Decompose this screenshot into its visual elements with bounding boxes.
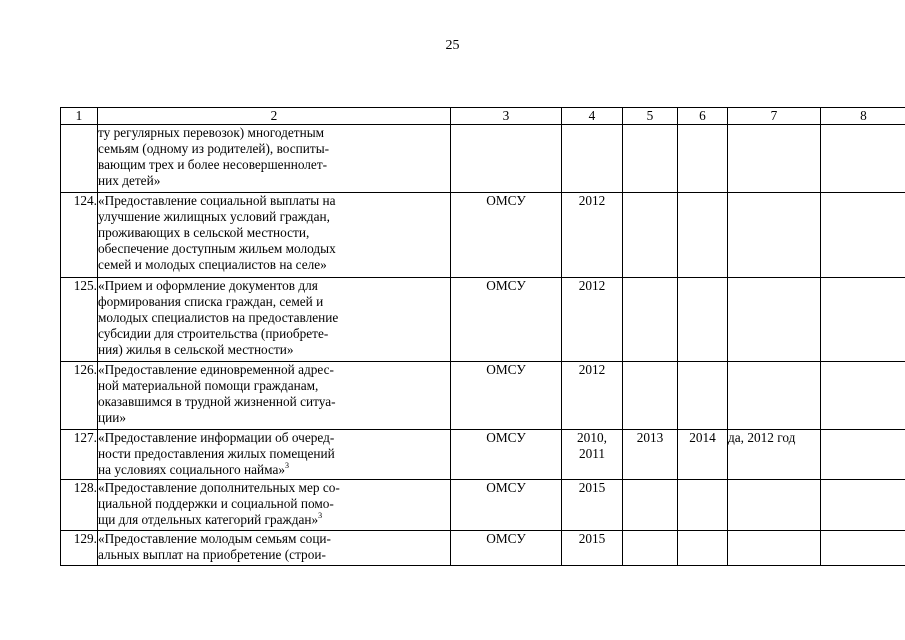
column-7-cell bbox=[728, 125, 821, 193]
row-number: 126. bbox=[61, 362, 98, 430]
column-8-cell bbox=[821, 480, 905, 531]
responsible-body: ОМСУ bbox=[451, 531, 562, 566]
column-6-cell bbox=[678, 480, 728, 531]
year-cell bbox=[562, 480, 623, 531]
table-row bbox=[61, 362, 905, 430]
responsible-body: ОМСУ bbox=[451, 278, 562, 362]
table-row bbox=[61, 193, 905, 278]
column-8-cell bbox=[821, 278, 905, 362]
column-7-cell bbox=[728, 193, 821, 278]
page-number: 25 bbox=[445, 38, 460, 53]
column-6-cell bbox=[678, 125, 728, 193]
column-5-cell: 2013 bbox=[623, 430, 678, 480]
description-line bbox=[98, 410, 450, 426]
description-text: молодых специалистов на предоставление bbox=[98, 310, 339, 325]
description-line bbox=[98, 209, 450, 225]
responsible-body: ОМСУ bbox=[451, 480, 562, 531]
description-line bbox=[98, 512, 450, 528]
description-line bbox=[98, 310, 450, 326]
service-description bbox=[98, 480, 451, 531]
column-6-cell bbox=[678, 193, 728, 278]
year-line: 2010, bbox=[577, 430, 607, 445]
year-line: 2012 bbox=[578, 193, 606, 208]
header-cell-8: 8 bbox=[821, 108, 905, 125]
column-5-cell bbox=[623, 125, 678, 193]
header-cell-2: 2 bbox=[98, 108, 451, 125]
column-7-cell bbox=[728, 278, 821, 362]
year-cell bbox=[562, 193, 623, 278]
year-line: 2012 bbox=[578, 278, 606, 293]
description-text: ции» bbox=[98, 410, 126, 425]
column-5-cell bbox=[623, 480, 678, 531]
header-cell-5: 5 bbox=[623, 108, 678, 125]
row-number: 127. bbox=[61, 430, 98, 480]
description-line bbox=[98, 378, 450, 394]
row-number: 124. bbox=[61, 193, 98, 278]
description-line bbox=[98, 496, 450, 512]
table-row bbox=[61, 531, 905, 566]
column-7-cell: да, 2012 год bbox=[728, 430, 821, 480]
description-line bbox=[98, 141, 450, 157]
year-line: 2011 bbox=[578, 446, 606, 461]
service-description bbox=[98, 278, 451, 362]
service-description bbox=[98, 430, 451, 480]
description-text: обеспечение доступным жильем молодых bbox=[98, 241, 336, 256]
description-text: вающим трех и более несовершеннолет- bbox=[98, 157, 328, 172]
description-text: ту регулярных перевозок) многодетным bbox=[98, 125, 325, 140]
description-text: циальной поддержки и социальной помо- bbox=[98, 496, 334, 511]
header-cell-3: 3 bbox=[451, 108, 562, 125]
year-line: 2015 bbox=[578, 480, 606, 495]
table-row bbox=[61, 125, 905, 193]
year-cell bbox=[562, 278, 623, 362]
description-line bbox=[98, 326, 450, 342]
year-cell bbox=[562, 125, 623, 193]
responsible-body: ОМСУ bbox=[451, 362, 562, 430]
column-8-cell bbox=[821, 193, 905, 278]
description-text: «Предоставление дополнительных мер со- bbox=[98, 480, 340, 495]
header-cell-4: 4 bbox=[562, 108, 623, 125]
column-8-cell bbox=[821, 531, 905, 566]
row-number: 129. bbox=[61, 531, 98, 566]
description-line bbox=[98, 193, 450, 209]
description-line bbox=[98, 430, 450, 446]
responsible-body bbox=[451, 125, 562, 193]
description-line bbox=[98, 531, 450, 547]
description-text: формирования списка граждан, семей и bbox=[98, 294, 324, 309]
service-description bbox=[98, 193, 451, 278]
column-5-cell bbox=[623, 278, 678, 362]
description-text: них детей» bbox=[98, 173, 161, 188]
column-8-cell bbox=[821, 125, 905, 193]
column-8-cell bbox=[821, 362, 905, 430]
year-cell bbox=[562, 531, 623, 566]
year-line: 2012 bbox=[578, 362, 606, 377]
service-description bbox=[98, 531, 451, 566]
description-line bbox=[98, 547, 450, 563]
services-table bbox=[60, 107, 905, 566]
header-cell-7: 7 bbox=[728, 108, 821, 125]
column-5-cell bbox=[623, 362, 678, 430]
column-6-cell bbox=[678, 362, 728, 430]
description-line bbox=[98, 125, 450, 141]
description-line bbox=[98, 394, 450, 410]
description-text: улучшение жилищных условий граждан, bbox=[98, 209, 330, 224]
description-text: оказавшимся в трудной жизненной ситуа- bbox=[98, 394, 336, 409]
description-line bbox=[98, 225, 450, 241]
description-line bbox=[98, 278, 450, 294]
responsible-body: ОМСУ bbox=[451, 193, 562, 278]
service-description bbox=[98, 362, 451, 430]
footnote-marker: 3 bbox=[285, 461, 290, 470]
header-row bbox=[61, 108, 905, 125]
description-line bbox=[98, 446, 450, 462]
description-text: субсидии для строительства (приобрете- bbox=[98, 326, 329, 341]
column-6-cell: 2014 bbox=[678, 430, 728, 480]
description-text: на условиях социального найма» bbox=[98, 462, 286, 477]
description-text: щи для отдельных категорий граждан» bbox=[98, 512, 319, 527]
column-7-cell bbox=[728, 362, 821, 430]
description-line bbox=[98, 241, 450, 257]
responsible-body: ОМСУ bbox=[451, 430, 562, 480]
description-line bbox=[98, 480, 450, 496]
year-cell bbox=[562, 362, 623, 430]
description-text: ния) жилья в сельской местности» bbox=[98, 342, 294, 357]
description-line bbox=[98, 362, 450, 378]
description-line bbox=[98, 257, 450, 273]
row-number bbox=[61, 125, 98, 193]
header-cell-6: 6 bbox=[678, 108, 728, 125]
description-text: ности предоставления жилых помещений bbox=[98, 446, 335, 461]
description-text: «Предоставление единовременной адрес- bbox=[98, 362, 334, 377]
column-6-cell bbox=[678, 531, 728, 566]
table-row bbox=[61, 480, 905, 531]
description-text: проживающих в сельской местности, bbox=[98, 225, 310, 240]
year-cell bbox=[562, 430, 623, 480]
column-8-cell bbox=[821, 430, 905, 480]
column-5-cell bbox=[623, 193, 678, 278]
description-line bbox=[98, 294, 450, 310]
row-number: 125. bbox=[61, 278, 98, 362]
column-7-cell bbox=[728, 531, 821, 566]
description-line bbox=[98, 342, 450, 358]
description-text: «Предоставление информации об очеред- bbox=[98, 430, 335, 445]
table-row bbox=[61, 278, 905, 362]
description-text: «Прием и оформление документов для bbox=[98, 278, 318, 293]
description-line bbox=[98, 462, 450, 478]
description-line bbox=[98, 157, 450, 173]
column-5-cell bbox=[623, 531, 678, 566]
column-7-cell bbox=[728, 480, 821, 531]
year-line: 2015 bbox=[578, 531, 606, 546]
description-text: «Предоставление молодым семьям соци- bbox=[98, 531, 331, 546]
description-text: семьям (одному из родителей), воспиты- bbox=[98, 141, 330, 156]
description-text: «Предоставление социальной выплаты на bbox=[98, 193, 336, 208]
row-number: 128. bbox=[61, 480, 98, 531]
table-row bbox=[61, 430, 905, 480]
description-line bbox=[98, 173, 450, 189]
service-description bbox=[98, 125, 451, 193]
column-6-cell bbox=[678, 278, 728, 362]
description-text: альных выплат на приобретение (строи- bbox=[98, 547, 326, 562]
description-text: семей и молодых специалистов на селе» bbox=[98, 257, 327, 272]
footnote-marker: 3 bbox=[318, 511, 323, 520]
header-cell-1: 1 bbox=[61, 108, 98, 125]
description-text: ной материальной помощи гражданам, bbox=[98, 378, 319, 393]
